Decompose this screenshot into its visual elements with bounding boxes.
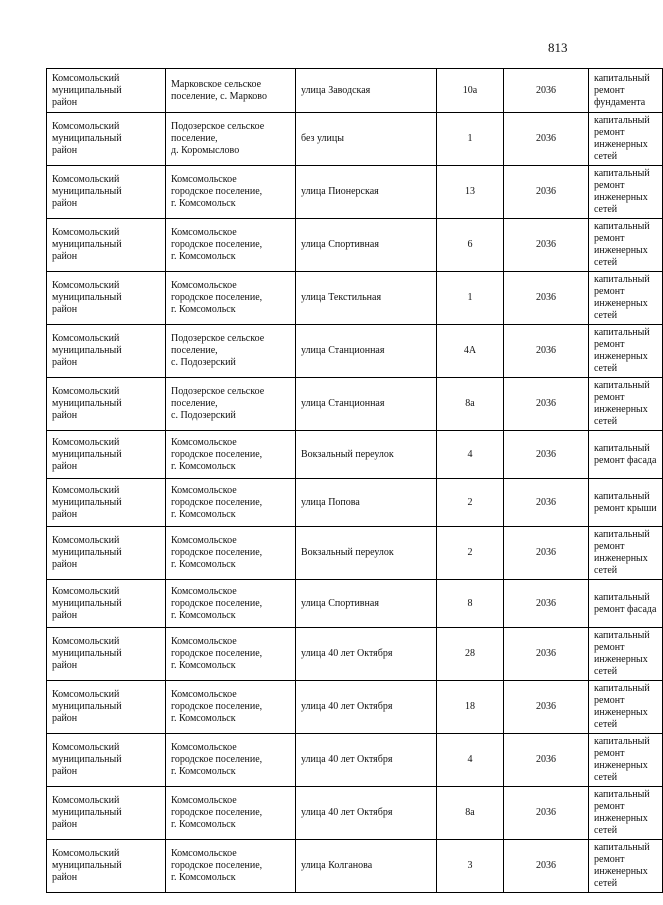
work-type-cell: капитальный ремонт инженерных сетей [589,527,663,580]
year-cell: 2036 [504,734,589,787]
house-number-cell: 1 [437,272,504,325]
street-cell: улица 40 лет Октября [296,681,437,734]
year-cell: 2036 [504,479,589,527]
house-number-cell: 2 [437,479,504,527]
settlement-cell: Комсомольское городское поселение, г. Комсомольск [166,479,296,527]
settlement-cell: Комсомольское городское поселение, г. Комсомольск [166,580,296,628]
work-type-cell: капитальный ремонт инженерных сетей [589,219,663,272]
house-number-cell: 4 [437,734,504,787]
house-number-cell: 8 [437,580,504,628]
house-number-cell: 8а [437,787,504,840]
house-number-cell: 13 [437,166,504,219]
year-cell: 2036 [504,113,589,166]
settlement-cell: Комсомольское городское поселение, г. Комсомольск [166,734,296,787]
table-row [47,166,663,219]
work-type-cell: капитальный ремонт инженерных сетей [589,628,663,681]
house-number-cell: 6 [437,219,504,272]
year-cell: 2036 [504,272,589,325]
table-row [47,325,663,378]
street-cell: улица Станционная [296,378,437,431]
table-body [47,69,663,893]
work-type-cell: капитальный ремонт крыши [589,479,663,527]
work-type-cell: капитальный ремонт инженерных сетей [589,113,663,166]
year-cell: 2036 [504,325,589,378]
settlement-cell: Комсомольское городское поселение, г. Комсомольск [166,787,296,840]
street-cell: улица 40 лет Октября [296,734,437,787]
settlement-cell: Марковское сельское поселение, с. Марково [166,69,296,113]
street-cell: улица Колганова [296,840,437,893]
district-cell: Комсомольский муниципальный район [47,787,166,840]
settlement-cell: Подозерское сельское поселение, с. Подозерский [166,378,296,431]
house-number-cell: 4А [437,325,504,378]
year-cell: 2036 [504,166,589,219]
table-row [47,787,663,840]
district-cell: Комсомольский муниципальный район [47,628,166,681]
year-cell: 2036 [504,787,589,840]
settlement-cell: Комсомольское городское поселение, г. Комсомольск [166,527,296,580]
table-row [47,681,663,734]
settlement-cell: Подозерское сельское поселение, д. Коромыслово [166,113,296,166]
table-row [47,378,663,431]
house-number-cell: 3 [437,840,504,893]
year-cell: 2036 [504,69,589,113]
work-type-cell: капитальный ремонт фасада [589,431,663,479]
house-number-cell: 4 [437,431,504,479]
street-cell: улица Пионерская [296,166,437,219]
district-cell: Комсомольский муниципальный район [47,272,166,325]
district-cell: Комсомольский муниципальный район [47,69,166,113]
street-cell: улица Спортивная [296,219,437,272]
settlement-cell: Комсомольское городское поселение, г. Комсомольск [166,840,296,893]
settlement-cell: Комсомольское городское поселение, г. Комсомольск [166,272,296,325]
district-cell: Комсомольский муниципальный район [47,431,166,479]
district-cell: Комсомольский муниципальный район [47,113,166,166]
street-cell: улица Текстильная [296,272,437,325]
work-type-cell: капитальный ремонт инженерных сетей [589,787,663,840]
district-cell: Комсомольский муниципальный район [47,325,166,378]
street-cell: улица Заводская [296,69,437,113]
table-row [47,580,663,628]
street-cell: улица Попова [296,479,437,527]
settlement-cell: Комсомольское городское поселение, г. Комсомольск [166,628,296,681]
settlement-cell: Комсомольское городское поселение, г. Комсомольск [166,431,296,479]
work-type-cell: капитальный ремонт инженерных сетей [589,734,663,787]
table-row [47,219,663,272]
table-row [47,113,663,166]
table-row [47,479,663,527]
district-cell: Комсомольский муниципальный район [47,219,166,272]
district-cell: Комсомольский муниципальный район [47,840,166,893]
work-type-cell: капитальный ремонт инженерных сетей [589,272,663,325]
house-number-cell: 28 [437,628,504,681]
year-cell: 2036 [504,219,589,272]
house-number-cell: 8а [437,378,504,431]
street-cell: улица 40 лет Октября [296,628,437,681]
house-number-cell: 18 [437,681,504,734]
district-cell: Комсомольский муниципальный район [47,734,166,787]
street-cell: Вокзальный переулок [296,527,437,580]
settlement-cell: Комсомольское городское поселение, г. Комсомольск [166,219,296,272]
work-type-cell: капитальный ремонт инженерных сетей [589,681,663,734]
street-cell: Вокзальный переулок [296,431,437,479]
settlement-cell: Подозерское сельское поселение, с. Подозерский [166,325,296,378]
table-row [47,69,663,113]
table-row [47,734,663,787]
street-cell: улица Станционная [296,325,437,378]
house-number-cell: 10а [437,69,504,113]
street-cell: без улицы [296,113,437,166]
district-cell: Комсомольский муниципальный район [47,378,166,431]
settlement-cell: Комсомольское городское поселение, г. Комсомольск [166,166,296,219]
year-cell: 2036 [504,378,589,431]
page-number: 813 [548,40,568,55]
year-cell: 2036 [504,431,589,479]
district-cell: Комсомольский муниципальный район [47,580,166,628]
work-type-cell: капитальный ремонт инженерных сетей [589,166,663,219]
year-cell: 2036 [504,840,589,893]
district-cell: Комсомольский муниципальный район [47,479,166,527]
district-cell: Комсомольский муниципальный район [47,681,166,734]
street-cell: улица 40 лет Октября [296,787,437,840]
table-row [47,272,663,325]
table-row [47,527,663,580]
work-type-cell: капитальный ремонт фундамента [589,69,663,113]
district-cell: Комсомольский муниципальный район [47,527,166,580]
table-row [47,628,663,681]
work-type-cell: капитальный ремонт инженерных сетей [589,325,663,378]
work-type-cell: капитальный ремонт фасада [589,580,663,628]
repair-schedule-table [46,68,663,893]
year-cell: 2036 [504,681,589,734]
year-cell: 2036 [504,580,589,628]
street-cell: улица Спортивная [296,580,437,628]
district-cell: Комсомольский муниципальный район [47,166,166,219]
table-row [47,431,663,479]
settlement-cell: Комсомольское городское поселение, г. Комсомольск [166,681,296,734]
work-type-cell: капитальный ремонт инженерных сетей [589,840,663,893]
year-cell: 2036 [504,527,589,580]
table-row [47,840,663,893]
house-number-cell: 2 [437,527,504,580]
year-cell: 2036 [504,628,589,681]
house-number-cell: 1 [437,113,504,166]
work-type-cell: капитальный ремонт инженерных сетей [589,378,663,431]
